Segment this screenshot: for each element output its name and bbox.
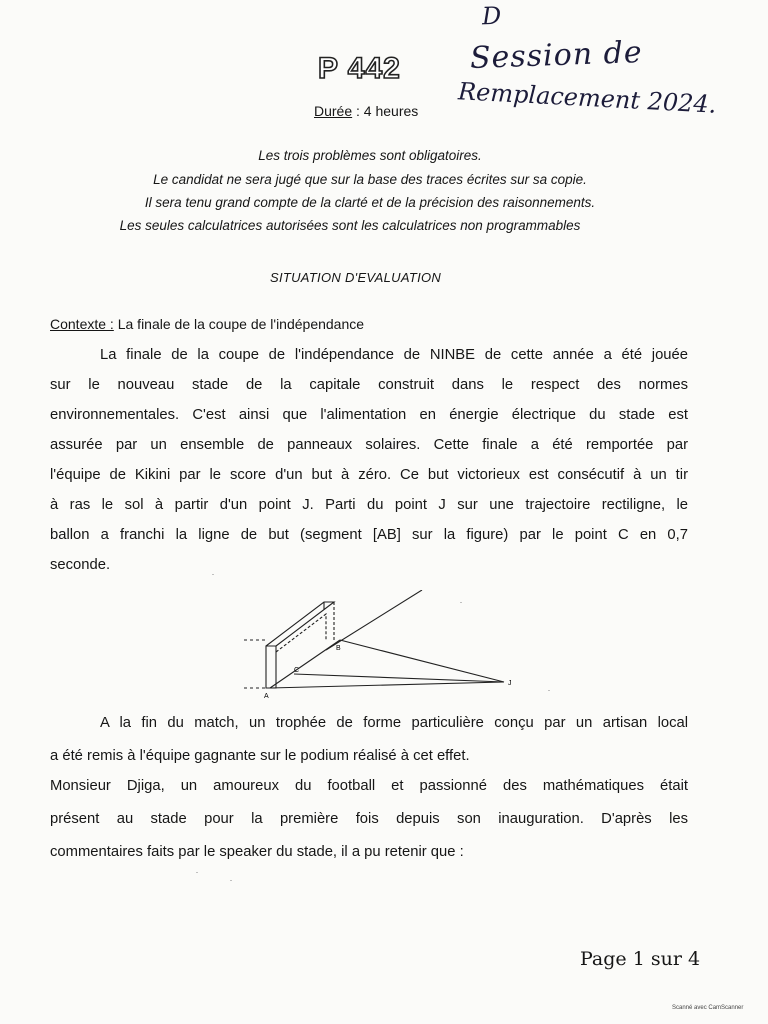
paragraph-line: La finale de la coupe de l'indépendance de NINBE de cette année a été jouée (100, 347, 688, 363)
paragraph-line: environnementales. C'est ainsi que l'alimentation en énergie électrique du stade est (50, 407, 688, 423)
line-bj (340, 640, 504, 682)
long-diagonal-line (326, 590, 422, 650)
label-a: A (264, 693, 269, 700)
page-number: Page 1 sur 4 (580, 948, 701, 970)
paragraph-line: l'équipe de Kikini par le score d'un but à zéro. Ce but victorieux est consécutif à un tir (50, 467, 688, 483)
duration-value: : 4 heures (356, 103, 419, 119)
situation-title: SITUATION D'EVALUATION (270, 270, 442, 285)
paragraph-line: ballon a franchi la ligne de but (segment [AB] sur la figure) par le point C en 0,7 (50, 527, 688, 543)
scan-speck (230, 880, 232, 881)
trajectory-cj (294, 674, 504, 682)
instruction-line: Le candidat ne sera jugé que sur la base des traces écrites sur sa copie. (153, 172, 587, 187)
label-b: B (336, 645, 341, 652)
instruction-line: Il sera tenu grand compte de la clarté et de la précision des raisonnements. (144, 195, 596, 210)
exam-code: P 442 (318, 52, 401, 85)
scan-speck (548, 690, 550, 691)
contexte-line (50, 316, 364, 332)
paragraph-line: à ras le sol à partir d'un point J. Parti du point J sur une trajectoire rectiligne, le (50, 497, 688, 513)
handwritten-remplacement: Remplacement 2024. (457, 77, 717, 119)
paragraph-line: Monsieur Djiga, un amoureux du football et passionné des mathématiques était (50, 778, 688, 794)
trophy-paragraph (50, 708, 688, 867)
paragraph-line: présent au stade pour la première fois depuis son inauguration. D'après les (50, 811, 688, 827)
context-paragraph (50, 340, 688, 580)
contexte-text: La finale de la coupe de l'indépendance (117, 316, 365, 332)
instruction-line: Les trois problèmes sont obligatoires. (258, 148, 482, 163)
exam-duration (314, 103, 418, 119)
line-aj (270, 682, 504, 688)
label-j: J (508, 680, 512, 687)
paragraph-line: seconde. (50, 557, 111, 573)
paragraph-line: sur le nouveau stade de la capitale construit dans le respect des normes (50, 377, 688, 393)
goal-figure (232, 590, 532, 710)
paragraph-line: assurée par un ensemble de panneaux solaires. Cette finale a été remportée par (50, 437, 688, 453)
goal-front-post (266, 646, 276, 688)
label-c: C (294, 667, 300, 674)
handwritten-letter: D (481, 1, 502, 31)
scan-speck (196, 872, 198, 873)
contexte-label: Contexte : (50, 316, 114, 332)
paragraph-line: A la fin du match, un trophée de forme particulière conçu par un artisan local (100, 715, 688, 731)
scan-speck (460, 602, 462, 603)
instruction-line: Les seules calculatrices autorisées sont les calculatrices non programmables (119, 218, 581, 233)
paragraph-line: a été remis à l'équipe gagnante sur le podium réalisé à cet effet. (50, 748, 470, 764)
handwritten-session: Session de (469, 34, 644, 77)
duration-label: Durée (314, 103, 353, 119)
paragraph-line: commentaires faits par le speaker du stade, il a pu retenir que : (50, 844, 464, 860)
scanner-watermark: Scanné avec CamScanner (672, 1005, 744, 1011)
scan-speck (212, 574, 214, 575)
